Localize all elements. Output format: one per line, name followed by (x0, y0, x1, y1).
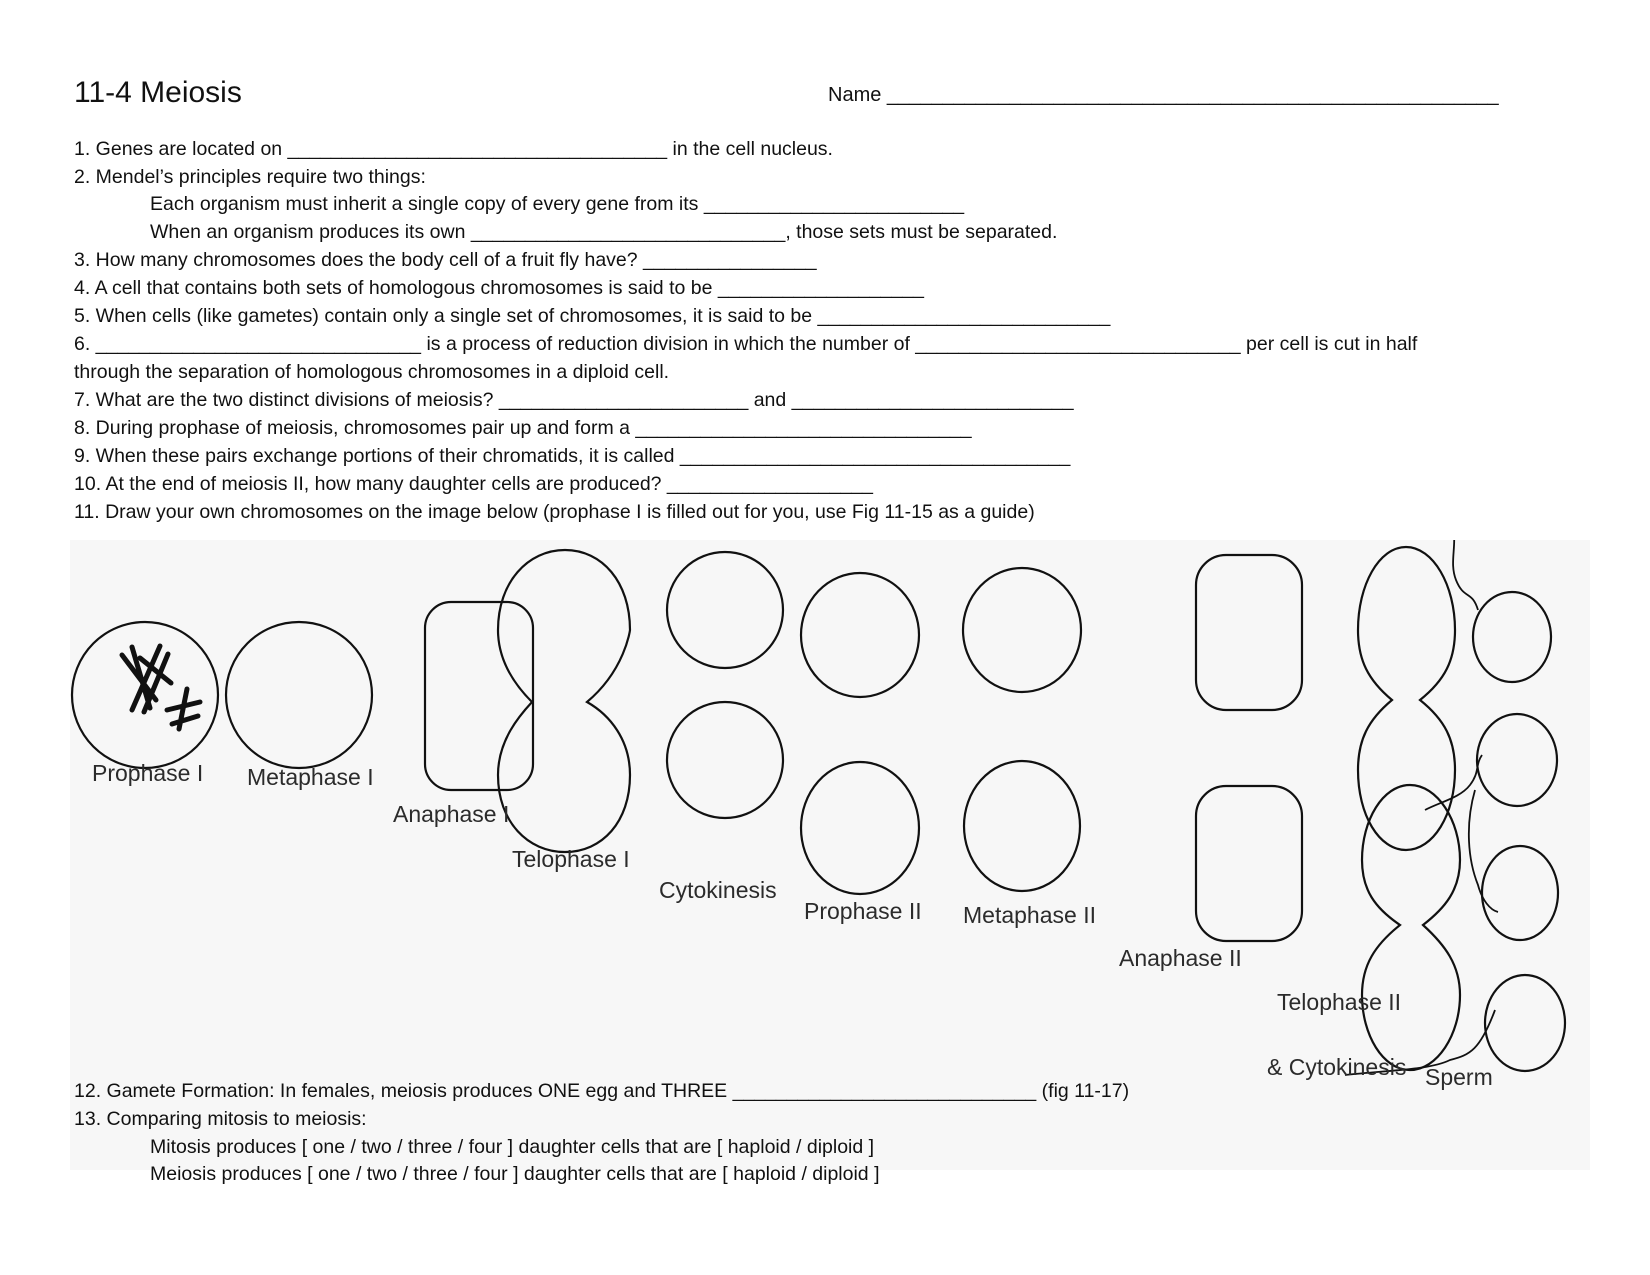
page-title: 11-4 Meiosis (74, 76, 242, 109)
question-1: 1. Genes are located on ___________________________________ in the cell nucleus. (74, 138, 833, 160)
label-telophase-1: Telophase I (512, 846, 630, 872)
anaphase-2-cell-top (1196, 555, 1302, 710)
question-5: 5. When cells (like gametes) contain only a single set of chromosomes, it is said to be ___________________________ (74, 305, 1111, 327)
prophase-2-cell-bottom (801, 762, 919, 894)
question-13: 13. Comparing mitosis to meiosis: (74, 1108, 367, 1130)
anaphase-1-cell (425, 602, 533, 790)
label-prophase-2: Prophase II (804, 898, 922, 924)
question-6-cont: through the separation of homologous chromosomes in a diploid cell. (74, 361, 670, 383)
sperm-cell-2 (1477, 714, 1557, 806)
label-anaphase-1: Anaphase I (393, 801, 510, 827)
label-sperm: Sperm (1425, 1064, 1493, 1090)
question-2a: Each organism must inherit a single copy of every gene from its ________________________ (150, 193, 965, 215)
telophase-1-cell (498, 550, 630, 852)
telophase-2-cell-top (1358, 547, 1455, 850)
name-field[interactable]: Name _______________________________________________________ (828, 84, 1499, 106)
label-prophase-1: Prophase I (92, 760, 204, 786)
anaphase-2-cell-bottom (1196, 786, 1302, 941)
sperm-cell-3 (1482, 846, 1558, 940)
label-telophase-2-cytokinesis: & Cytokinesis (1267, 1054, 1407, 1080)
question-13-mitosis: Mitosis produces [ one / two / three / four ] daughter cells that are [ haploid / diploid ] (150, 1136, 875, 1158)
metaphase-2-cell-bottom (964, 761, 1080, 891)
label-metaphase-2: Metaphase II (963, 902, 1096, 928)
sperm-cell-1 (1473, 592, 1551, 682)
label-metaphase-1: Metaphase I (247, 764, 374, 790)
question-10: 10. At the end of meiosis II, how many daughter cells are produced? ___________________ (74, 473, 873, 495)
metaphase-2-cell-top (963, 568, 1081, 692)
metaphase-1-cell (226, 622, 372, 768)
prophase-2-cell-top (801, 573, 919, 697)
question-7: 7. What are the two distinct divisions of meiosis? _______________________ and __________________________ (74, 389, 1074, 411)
question-2b: When an organism produces its own _____________________________, those sets must be separated. (150, 221, 1058, 243)
meiosis-figure[interactable] (70, 540, 1590, 1170)
question-13-meiosis: Meiosis produces [ one / two / three / four ] daughter cells that are [ haploid / diploid ] (150, 1163, 880, 1185)
telophase-2-cell-bottom (1362, 785, 1460, 1070)
question-8: 8. During prophase of meiosis, chromosomes pair up and form a _______________________________ (74, 417, 972, 439)
cytokinesis-cell-bottom (667, 702, 783, 818)
label-cytokinesis: Cytokinesis (659, 877, 777, 903)
question-6: 6. ______________________________ is a process of reduction division in which the number of ______________________________ per cell is cut in half (74, 333, 1418, 355)
question-2: 2. Mendel’s principles require two things: (74, 166, 426, 188)
question-3: 3. How many chromosomes does the body cell of a fruit fly have? ________________ (74, 249, 817, 271)
sperm-cell-4 (1485, 975, 1565, 1071)
question-9: 9. When these pairs exchange portions of their chromatids, it is called ____________________________________ (74, 445, 1071, 467)
label-telophase-2: Telophase II (1277, 989, 1402, 1015)
label-anaphase-2: Anaphase II (1119, 945, 1242, 971)
question-4: 4. A cell that contains both sets of homologous chromosomes is said to be ___________________ (74, 277, 924, 299)
question-12: 12. Gamete Formation: In females, meiosis produces ONE egg and THREE ____________________________ (fig 11-17) (74, 1080, 1130, 1102)
cytokinesis-cell-top (667, 552, 783, 668)
question-11: 11. Draw your own chromosomes on the image below (prophase I is filled out for you, use Fig 11-15 as a guide) (74, 501, 1035, 523)
